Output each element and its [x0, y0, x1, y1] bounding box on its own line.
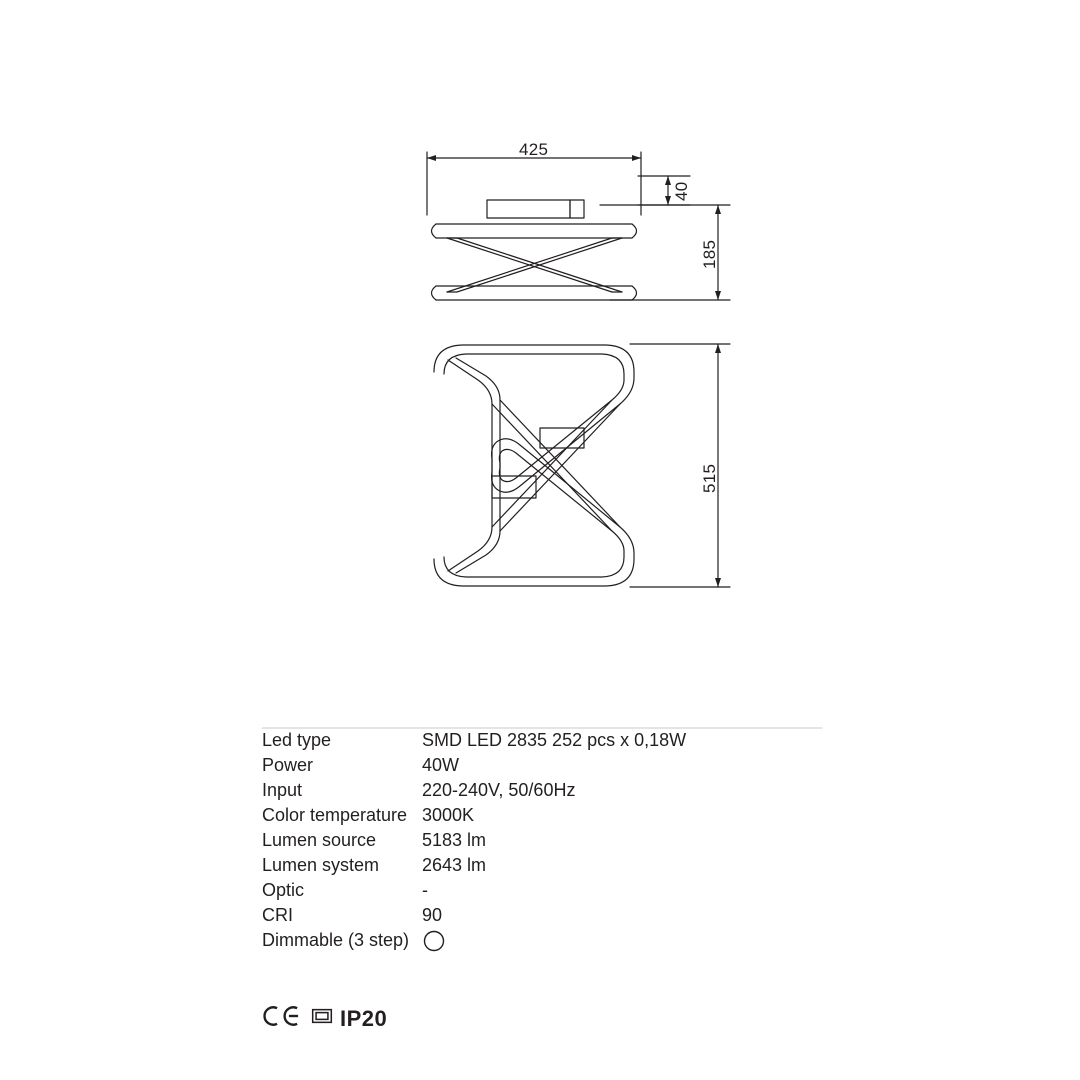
table-row: [262, 878, 822, 903]
table-row: [262, 928, 822, 953]
canopy-top-view: [487, 200, 584, 218]
table-row: [262, 903, 822, 928]
specification-table: [262, 728, 822, 953]
spec-key-input: Input: [262, 780, 303, 800]
table-row: [262, 803, 822, 828]
class-ii-icon: [311, 1005, 333, 1032]
lamp-front-view: [434, 345, 634, 586]
spec-value-color-temperature: 3000K: [422, 805, 475, 825]
crossed-bands-side-view: [447, 238, 622, 292]
spec-key-led-type: Led type: [262, 730, 332, 750]
table-row: [262, 853, 822, 878]
ce-mark-icon: [262, 1004, 304, 1033]
spec-key-lumen-source: Lumen source: [262, 830, 377, 850]
dimension-label-515: 515: [700, 463, 719, 493]
dimension-label-425: 425: [519, 140, 549, 159]
spec-value-lumen-source: 5183 lm: [422, 830, 487, 850]
spec-value-input: 220-240V, 50/60Hz: [422, 780, 576, 800]
spec-value-led-type: SMD LED 2835 252 pcs x 0,18W: [422, 730, 687, 750]
upper-bar-side-view: [432, 224, 637, 238]
table-row: [262, 828, 822, 853]
table-row: [262, 778, 822, 803]
lower-bar-side-view: [432, 286, 637, 300]
spec-key-cri: CRI: [262, 905, 293, 925]
dimension-label-185: 185: [700, 239, 719, 269]
table-row: [262, 728, 822, 753]
dimension-label-40: 40: [672, 181, 691, 201]
spec-key-color-temperature: Color temperature: [262, 805, 408, 825]
spec-key-power: Power: [262, 755, 314, 775]
spec-value-power: 40W: [422, 755, 460, 775]
spec-value-cri: 90: [422, 905, 443, 925]
spec-value-dimmable: [422, 929, 446, 953]
spec-value-lumen-system: 2643 lm: [422, 855, 487, 875]
ip-rating-label: IP20: [340, 1005, 388, 1031]
certification-marks: [262, 1004, 387, 1033]
spec-key-lumen-system: Lumen system: [262, 855, 380, 875]
spec-value-optic: -: [422, 880, 428, 900]
spec-key-dimmable: Dimmable (3 step): [262, 930, 410, 950]
spec-key-optic: Optic: [262, 880, 305, 900]
dimmable-3-step-icon: [422, 929, 446, 953]
table-row: [262, 753, 822, 778]
